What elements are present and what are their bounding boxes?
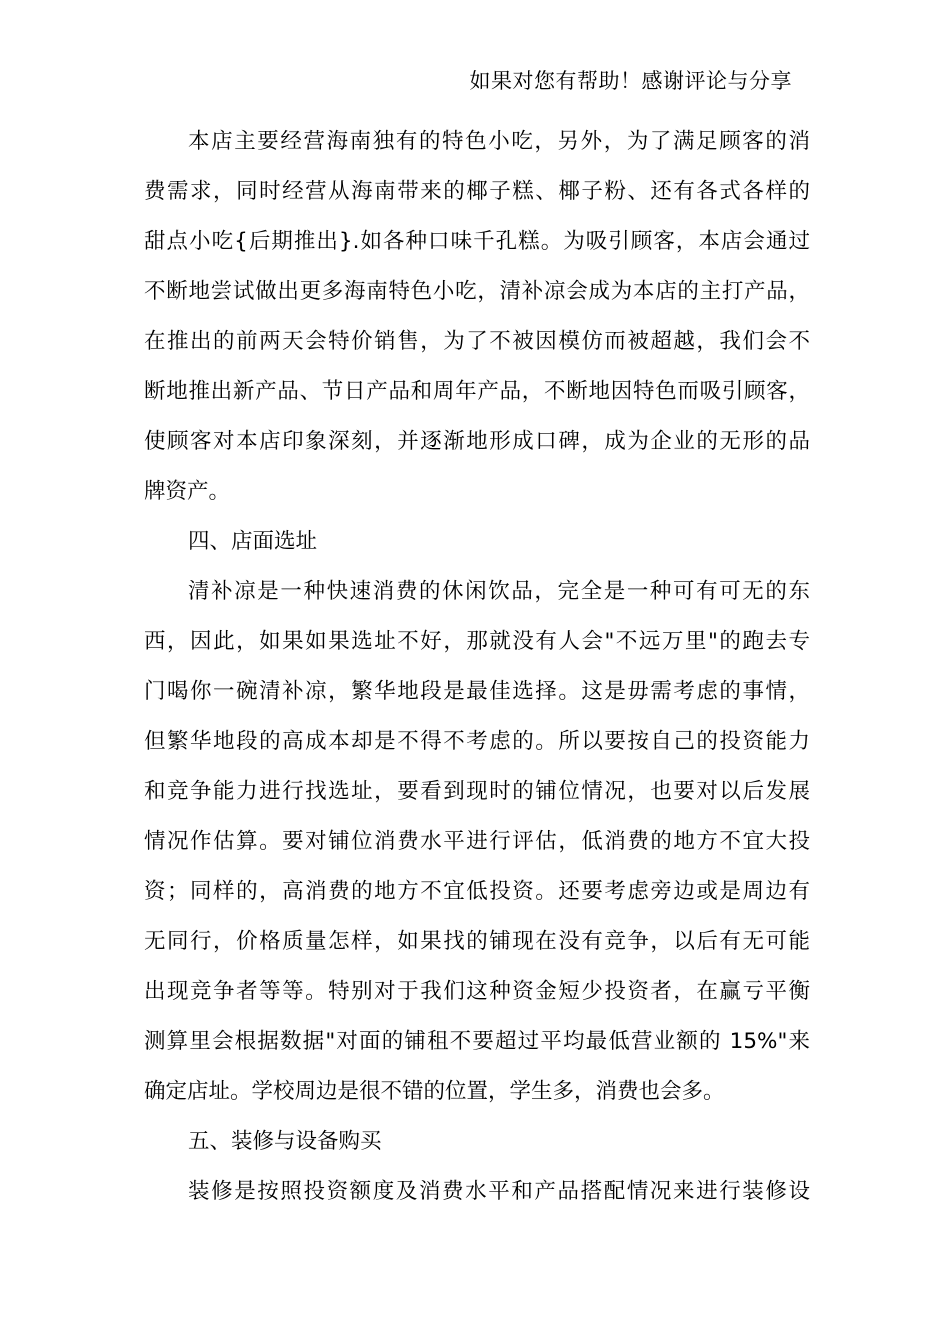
section-heading: 四、店面选址 xyxy=(188,529,318,554)
paragraph-line: 无同行，价格质量怎样，如果找的铺现在没有竞争，以后有无可能 xyxy=(144,929,810,954)
paragraph-line: 西，因此，如果如果选址不好，那就没有人会"不远万里"的跑去专 xyxy=(144,629,810,654)
paragraph-line: 不断地尝试做出更多海南特色小吃，清补凉会成为本店的主打产品， xyxy=(144,279,810,304)
header-note: 如果对您有帮助！感谢评论与分享 xyxy=(469,69,792,93)
paragraph-line: 本店主要经营海南独有的特色小吃，另外，为了满足顾客的消 xyxy=(188,129,810,154)
paragraph-line: 资；同样的，高消费的地方不宜低投资。还要考虑旁边或是周边有 xyxy=(144,879,810,904)
paragraph-line: 甜点小吃{后期推出}.如各种口味千孔糕。为吸引顾客，本店会通过 xyxy=(144,229,810,254)
paragraph-line: 门喝你一碗清补凉，繁华地段是最佳选择。这是毋需考虑的事情， xyxy=(144,679,810,704)
paragraph-line: 确定店址。学校周边是很不错的位置，学生多，消费也会多。 xyxy=(144,1079,725,1104)
paragraph-line: 清补凉是一种快速消费的休闲饮品，完全是一种可有可无的东 xyxy=(188,579,810,604)
paragraph-line: 断地推出新产品、节日产品和周年产品，不断地因特色而吸引顾客， xyxy=(144,379,810,404)
paragraph-line: 费需求，同时经营从海南带来的椰子糕、椰子粉、还有各式各样的 xyxy=(144,179,810,204)
paragraph-line: 牌资产。 xyxy=(144,479,231,504)
paragraph-line: 情况作估算。要对铺位消费水平进行评估，低消费的地方不宜大投 xyxy=(144,829,810,854)
paragraph-line: 使顾客对本店印象深刻，并逐渐地形成口碑，成为企业的无形的品 xyxy=(144,429,810,454)
paragraph-line: 和竞争能力进行找选址，要看到现时的铺位情况，也要对以后发展 xyxy=(144,779,810,804)
paragraph-line: 出现竞争者等等。特别对于我们这种资金短少投资者，在赢亏平衡 xyxy=(144,979,810,1004)
paragraph-line: 在推出的前两天会特价销售，为了不被因模仿而被超越，我们会不 xyxy=(144,329,810,354)
paragraph-line: 装修是按照投资额度及消费水平和产品搭配情况来进行装修设 xyxy=(188,1179,810,1204)
paragraph-line: 但繁华地段的高成本却是不得不考虑的。所以要按自己的投资能力 xyxy=(144,729,810,754)
paragraph-line: 测算里会根据数据"对面的铺租不要超过平均最低营业额的 15%"来 xyxy=(144,1029,810,1054)
section-heading: 五、装修与设备购买 xyxy=(188,1129,382,1154)
